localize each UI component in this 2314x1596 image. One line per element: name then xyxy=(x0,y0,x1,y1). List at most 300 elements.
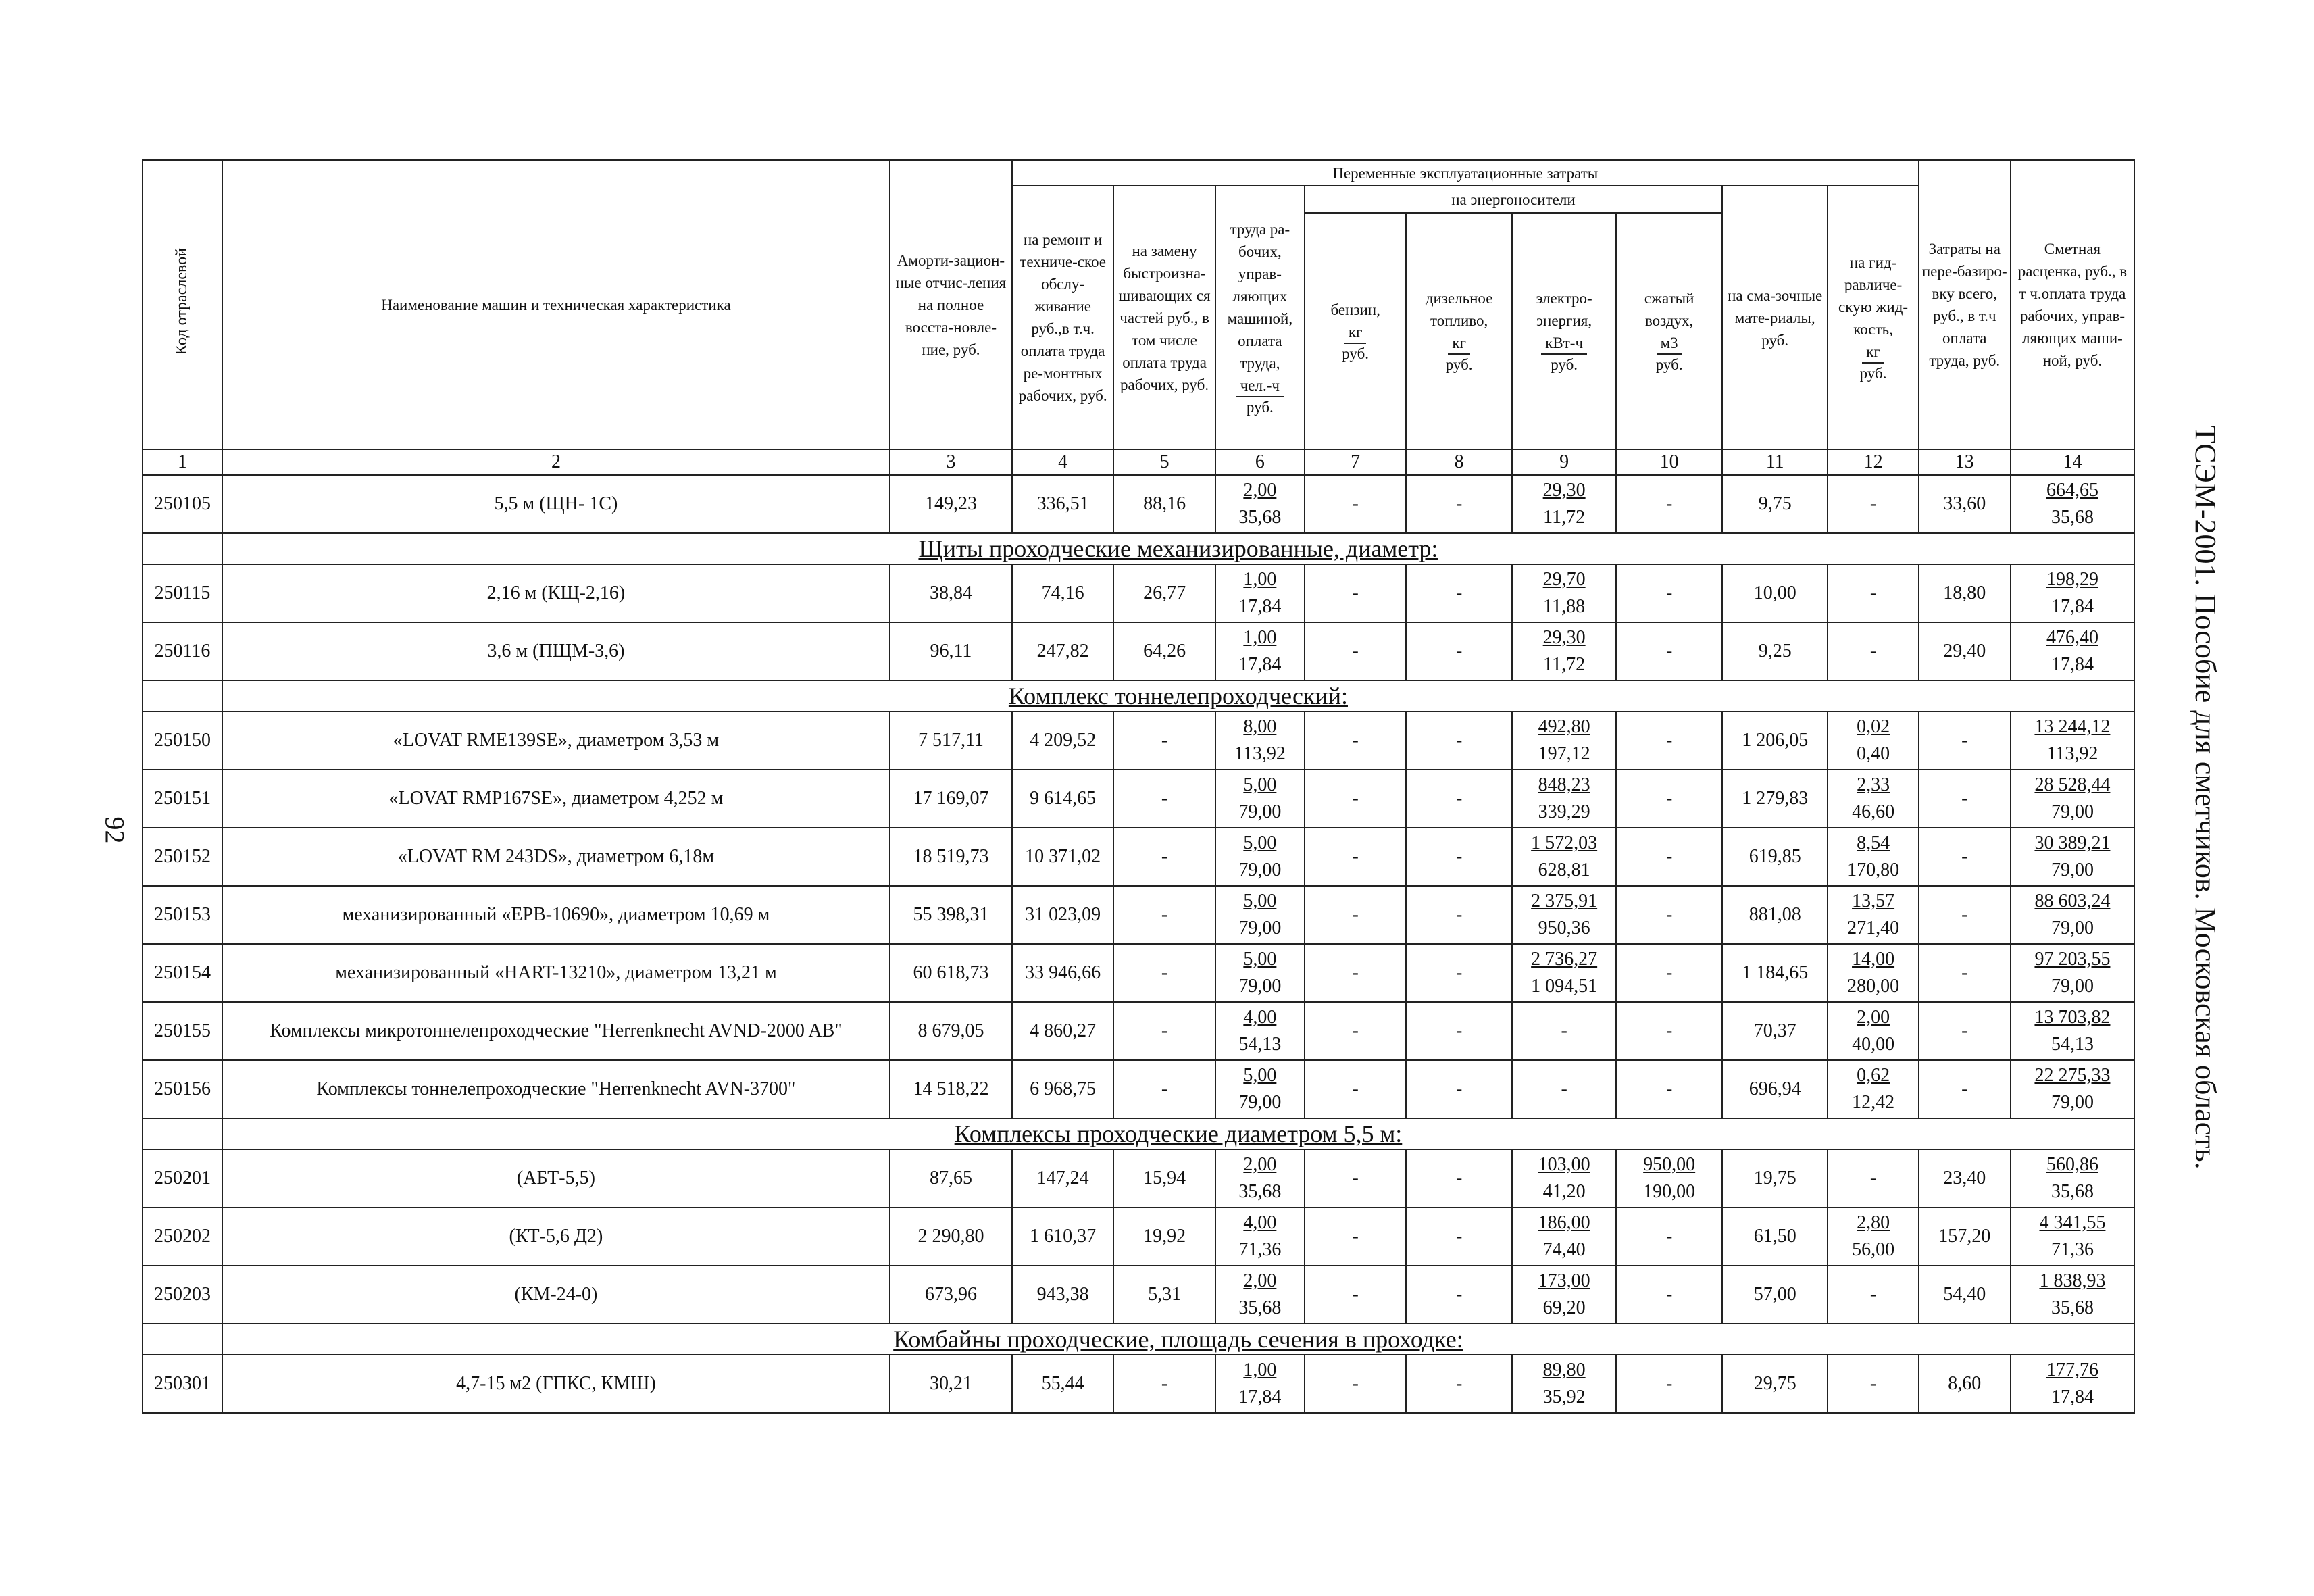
cell-repair: 9 614,65 xyxy=(1012,770,1113,828)
row-name: «LOVAT RME139SE», диаметром 3,53 м xyxy=(222,712,890,770)
cell-amort: 96,11 xyxy=(890,622,1012,680)
cell-air: - xyxy=(1616,944,1722,1002)
row-name: (КТ-5,6 Д2) xyxy=(222,1207,890,1266)
row-code: 250202 xyxy=(143,1207,222,1266)
cell-labor-bottom: 17,84 xyxy=(1238,1387,1282,1407)
column-number: 4 xyxy=(1012,449,1113,475)
cell-hydraulic-top: 2,80 xyxy=(1857,1212,1890,1233)
cell-diesel: - xyxy=(1406,1060,1512,1118)
cell-repair: 147,24 xyxy=(1012,1149,1113,1207)
cell-petrol: - xyxy=(1305,1207,1406,1266)
section-header-row xyxy=(143,1118,2134,1149)
row-name: «LOVAT RMP167SE», диаметром 4,252 м xyxy=(222,770,890,828)
row-code: 250115 xyxy=(143,564,222,622)
cell-petrol: - xyxy=(1305,1060,1406,1118)
cell-replace: - xyxy=(1113,770,1215,828)
cell-estimate-top: 88 603,24 xyxy=(2034,891,2111,912)
row-name: (КМ-24-0) xyxy=(222,1266,890,1324)
cell-estimate xyxy=(2011,564,2134,622)
cell-lubricant: 1 206,05 xyxy=(1722,712,1828,770)
cell-electric-top: 492,80 xyxy=(1538,716,1590,737)
cell-lubricant: 1 279,83 xyxy=(1722,770,1828,828)
row-name: механизированный «EPB-10690», диаметром 10,69 м xyxy=(222,886,890,944)
cell-petrol: - xyxy=(1305,1149,1406,1207)
variable-costs-header: Переменные эксплуатационные затраты xyxy=(1012,160,1919,186)
cell-petrol: - xyxy=(1305,712,1406,770)
table-row xyxy=(143,622,2134,680)
cell-estimate-top: 177,76 xyxy=(2046,1360,2098,1380)
cell-diesel: - xyxy=(1406,1266,1512,1324)
cell-labor-top: 4,00 xyxy=(1243,1007,1277,1028)
cell-relocation: - xyxy=(1919,1060,2011,1118)
cell-hydraulic: - xyxy=(1828,1355,1918,1413)
column-number: 14 xyxy=(2011,449,2134,475)
cell-lubricant: 619,85 xyxy=(1722,828,1828,886)
cell-replace: - xyxy=(1113,1355,1215,1413)
column-number: 10 xyxy=(1616,449,1722,475)
cell-diesel: - xyxy=(1406,1149,1512,1207)
cell-lubricant: 29,75 xyxy=(1722,1355,1828,1413)
cell-lubricant: 70,37 xyxy=(1722,1002,1828,1060)
cell-lubricant: 9,75 xyxy=(1722,475,1828,533)
cell-replace: 88,16 xyxy=(1113,475,1215,533)
cell-estimate-bottom: 71,36 xyxy=(2051,1239,2094,1260)
cell-labor-top: 8,00 xyxy=(1243,716,1277,737)
cell-air: - xyxy=(1616,622,1722,680)
cell-electric xyxy=(1512,1355,1617,1413)
cell-electric-bottom: 628,81 xyxy=(1538,859,1590,880)
col-replace-header: на замену быстроизна-шивающих ся частей руб., в том числе оплата труда рабочих, руб. xyxy=(1113,186,1215,449)
cell-hydraulic: - xyxy=(1828,475,1918,533)
section-title: Комплекс тоннелепроходческий: xyxy=(222,680,2134,712)
cell-replace: 15,94 xyxy=(1113,1149,1215,1207)
cell-electric xyxy=(1512,770,1617,828)
cell-air: - xyxy=(1616,1207,1722,1266)
table-row xyxy=(143,712,2134,770)
cell-petrol: - xyxy=(1305,944,1406,1002)
table-row xyxy=(143,1149,2134,1207)
cell-hydraulic-bottom: 56,00 xyxy=(1852,1239,1895,1260)
cell-diesel: - xyxy=(1406,944,1512,1002)
cell-relocation: 8,60 xyxy=(1919,1355,2011,1413)
cell-electric-top: 29,30 xyxy=(1542,480,1586,501)
cell-hydraulic-bottom: 46,60 xyxy=(1852,801,1895,822)
cell-petrol: - xyxy=(1305,1266,1406,1324)
cell-estimate-bottom: 35,68 xyxy=(2051,1181,2094,1202)
cell-amort: 17 169,07 xyxy=(890,770,1012,828)
cell-hydraulic-bottom: 40,00 xyxy=(1852,1034,1895,1055)
cell-estimate-top: 476,40 xyxy=(2046,627,2098,648)
cell-air: - xyxy=(1616,1060,1722,1118)
column-number: 12 xyxy=(1828,449,1918,475)
cell-estimate-top: 664,65 xyxy=(2046,480,2098,501)
section-blank-cell xyxy=(143,680,222,712)
cell-hydraulic-bottom: 0,40 xyxy=(1857,743,1890,764)
cell-repair: 10 371,02 xyxy=(1012,828,1113,886)
cell-estimate xyxy=(2011,475,2134,533)
section-blank-cell xyxy=(143,1118,222,1149)
col-diesel-header: дизельное топливо, кг руб. xyxy=(1406,213,1512,449)
cell-air: - xyxy=(1616,770,1722,828)
cell-electric-top: 2 736,27 xyxy=(1531,949,1598,970)
cell-labor-bottom: 17,84 xyxy=(1238,596,1282,617)
column-number: 2 xyxy=(222,449,890,475)
cell-relocation: - xyxy=(1919,828,2011,886)
cell-labor-bottom: 79,00 xyxy=(1238,859,1282,880)
table-row xyxy=(143,828,2134,886)
cell-relocation: - xyxy=(1919,886,2011,944)
cell-electric-top: 173,00 xyxy=(1538,1270,1590,1291)
column-number: 7 xyxy=(1305,449,1406,475)
cell-electric-bottom: 950,36 xyxy=(1538,918,1590,939)
cell-electric xyxy=(1512,944,1617,1002)
cell-estimate xyxy=(2011,712,2134,770)
cell-air: - xyxy=(1616,712,1722,770)
table-row xyxy=(143,1207,2134,1266)
cell-hydraulic: - xyxy=(1828,1149,1918,1207)
table-row xyxy=(143,1266,2134,1324)
cell-amort: 2 290,80 xyxy=(890,1207,1012,1266)
cell-estimate xyxy=(2011,1355,2134,1413)
cell-diesel: - xyxy=(1406,886,1512,944)
cell-labor-top: 2,00 xyxy=(1243,480,1277,501)
section-title: Комплексы проходческие диаметром 5,5 м: xyxy=(222,1118,2134,1149)
cell-petrol: - xyxy=(1305,564,1406,622)
cell-electric: - xyxy=(1512,1060,1617,1118)
cell-estimate-bottom: 79,00 xyxy=(2051,976,2094,997)
cell-labor xyxy=(1215,1149,1305,1207)
cell-hydraulic-bottom: 12,42 xyxy=(1852,1092,1895,1113)
cell-labor xyxy=(1215,944,1305,1002)
cell-repair: 4 860,27 xyxy=(1012,1002,1113,1060)
cell-repair: 336,51 xyxy=(1012,475,1113,533)
section-blank-cell xyxy=(143,1324,222,1355)
cell-amort: 55 398,31 xyxy=(890,886,1012,944)
row-code: 250116 xyxy=(143,622,222,680)
section-header-row xyxy=(143,533,2134,564)
cell-replace: 64,26 xyxy=(1113,622,1215,680)
row-name: механизированный «HART-13210», диаметром 13,21 м xyxy=(222,944,890,1002)
cell-lubricant: 881,08 xyxy=(1722,886,1828,944)
cell-hydraulic xyxy=(1828,712,1918,770)
cell-estimate xyxy=(2011,1266,2134,1324)
cell-labor-top: 5,00 xyxy=(1243,949,1277,970)
cell-amort: 673,96 xyxy=(890,1266,1012,1324)
cell-replace: 19,92 xyxy=(1113,1207,1215,1266)
col-repair-header: на ремонт и техниче-ское обслу-живание руб.,в т.ч. оплата труда ре-монтных рабочих, руб. xyxy=(1012,186,1113,449)
cell-estimate-bottom: 54,13 xyxy=(2051,1034,2094,1055)
cell-estimate xyxy=(2011,886,2134,944)
row-code: 250151 xyxy=(143,770,222,828)
column-number-row xyxy=(143,449,2134,475)
cell-estimate-bottom: 79,00 xyxy=(2051,918,2094,939)
cell-hydraulic xyxy=(1828,770,1918,828)
cell-hydraulic xyxy=(1828,1060,1918,1118)
cell-petrol: - xyxy=(1305,622,1406,680)
cell-relocation: 157,20 xyxy=(1919,1207,2011,1266)
cell-estimate-bottom: 79,00 xyxy=(2051,859,2094,880)
cell-labor xyxy=(1215,1355,1305,1413)
cell-hydraulic xyxy=(1828,886,1918,944)
cell-amort: 38,84 xyxy=(890,564,1012,622)
cell-hydraulic xyxy=(1828,944,1918,1002)
cell-air: - xyxy=(1616,475,1722,533)
row-name: 3,6 м (ПЩМ-3,6) xyxy=(222,622,890,680)
cell-labor xyxy=(1215,622,1305,680)
section-title: Комбайны проходческие, площадь сечения в проходке: xyxy=(222,1324,2134,1355)
cell-hydraulic: - xyxy=(1828,1266,1918,1324)
cell-lubricant: 57,00 xyxy=(1722,1266,1828,1324)
cell-repair: 55,44 xyxy=(1012,1355,1113,1413)
cell-replace: - xyxy=(1113,1060,1215,1118)
cell-replace: 5,31 xyxy=(1113,1266,1215,1324)
cell-hydraulic-bottom: 271,40 xyxy=(1847,918,1900,939)
column-number: 6 xyxy=(1215,449,1305,475)
cell-diesel: - xyxy=(1406,770,1512,828)
cell-repair: 74,16 xyxy=(1012,564,1113,622)
cell-replace: - xyxy=(1113,828,1215,886)
cell-petrol: - xyxy=(1305,770,1406,828)
table-body xyxy=(143,475,2134,1413)
cell-diesel: - xyxy=(1406,622,1512,680)
cell-labor-top: 5,00 xyxy=(1243,891,1277,912)
machine-cost-table xyxy=(142,159,2135,1414)
cell-electric-bottom: 35,92 xyxy=(1542,1387,1586,1407)
cell-electric xyxy=(1512,1149,1617,1207)
cell-repair: 31 023,09 xyxy=(1012,886,1113,944)
cell-electric-top: 29,70 xyxy=(1542,569,1586,590)
cell-electric-top: 186,00 xyxy=(1538,1212,1590,1233)
cell-estimate-top: 198,29 xyxy=(2046,569,2098,590)
cell-relocation: - xyxy=(1919,712,2011,770)
cell-estimate xyxy=(2011,1149,2134,1207)
col-name-header: Наименование машин и техническая характеристика xyxy=(222,160,890,449)
cell-labor xyxy=(1215,828,1305,886)
table-row xyxy=(143,886,2134,944)
table-row xyxy=(143,770,2134,828)
row-code: 250150 xyxy=(143,712,222,770)
row-name: 2,16 м (КЩ-2,16) xyxy=(222,564,890,622)
cell-air: - xyxy=(1616,828,1722,886)
cell-replace: - xyxy=(1113,1002,1215,1060)
cell-air-bottom: 190,00 xyxy=(1643,1181,1696,1202)
cell-hydraulic: - xyxy=(1828,564,1918,622)
cell-electric xyxy=(1512,622,1617,680)
cell-hydraulic-top: 2,33 xyxy=(1857,774,1890,795)
cell-labor-top: 5,00 xyxy=(1243,832,1277,853)
cell-hydraulic-top: 14,00 xyxy=(1852,949,1895,970)
cell-diesel: - xyxy=(1406,1355,1512,1413)
cell-labor-bottom: 79,00 xyxy=(1238,801,1282,822)
cell-replace: - xyxy=(1113,944,1215,1002)
cell-hydraulic-top: 0,62 xyxy=(1857,1065,1890,1086)
cell-electric-bottom: 339,29 xyxy=(1538,801,1590,822)
cell-relocation: 33,60 xyxy=(1919,475,2011,533)
cell-estimate-bottom: 17,84 xyxy=(2051,596,2094,617)
cell-estimate-top: 560,86 xyxy=(2046,1154,2098,1175)
cell-diesel: - xyxy=(1406,1002,1512,1060)
table-row xyxy=(143,564,2134,622)
row-code: 250203 xyxy=(143,1266,222,1324)
table-row xyxy=(143,944,2134,1002)
column-number: 9 xyxy=(1512,449,1617,475)
cell-labor xyxy=(1215,1266,1305,1324)
cell-hydraulic-top: 13,57 xyxy=(1852,891,1895,912)
section-blank-cell xyxy=(143,533,222,564)
cell-labor-bottom: 71,36 xyxy=(1238,1239,1282,1260)
cell-air: - xyxy=(1616,886,1722,944)
cell-electric-top: 89,80 xyxy=(1542,1360,1586,1380)
cell-air: - xyxy=(1616,1002,1722,1060)
cell-labor-bottom: 79,00 xyxy=(1238,918,1282,939)
row-name: (АБТ-5,5) xyxy=(222,1149,890,1207)
cell-labor-bottom: 54,13 xyxy=(1238,1034,1282,1055)
cell-hydraulic-top: 0,02 xyxy=(1857,716,1890,737)
row-name: Комплексы микротоннелепроходческие "Herrenknecht AVND-2000 AB" xyxy=(222,1002,890,1060)
cell-labor-top: 1,00 xyxy=(1243,627,1277,648)
cell-estimate-bottom: 79,00 xyxy=(2051,1092,2094,1113)
cell-labor xyxy=(1215,564,1305,622)
cell-relocation: 29,40 xyxy=(1919,622,2011,680)
cell-amort: 30,21 xyxy=(890,1355,1012,1413)
cell-electric-top: 848,23 xyxy=(1538,774,1590,795)
cell-petrol: - xyxy=(1305,886,1406,944)
cell-air-top: 950,00 xyxy=(1643,1154,1696,1175)
cell-lubricant: 9,25 xyxy=(1722,622,1828,680)
cell-replace: - xyxy=(1113,712,1215,770)
cell-labor-bottom: 113,92 xyxy=(1234,743,1286,764)
cell-electric xyxy=(1512,828,1617,886)
cell-diesel: - xyxy=(1406,564,1512,622)
cell-labor-bottom: 35,68 xyxy=(1238,507,1282,528)
cell-estimate-bottom: 113,92 xyxy=(2046,743,2098,764)
cell-hydraulic-top: 8,54 xyxy=(1857,832,1890,853)
col-code-header: Код отраслевой xyxy=(143,160,222,449)
column-number: 3 xyxy=(890,449,1012,475)
row-code: 250301 xyxy=(143,1355,222,1413)
cell-estimate-bottom: 17,84 xyxy=(2051,654,2094,675)
row-code: 250152 xyxy=(143,828,222,886)
cell-hydraulic xyxy=(1828,1207,1918,1266)
cell-labor-bottom: 79,00 xyxy=(1238,1092,1282,1113)
cell-amort: 14 518,22 xyxy=(890,1060,1012,1118)
cell-electric xyxy=(1512,1266,1617,1324)
cell-estimate-bottom: 35,68 xyxy=(2051,507,2094,528)
cell-amort: 8 679,05 xyxy=(890,1002,1012,1060)
row-name: 5,5 м (ЩН- 1С) xyxy=(222,475,890,533)
cell-electric-top: 103,00 xyxy=(1538,1154,1590,1175)
cell-estimate-top: 13 244,12 xyxy=(2034,716,2111,737)
cell-electric xyxy=(1512,712,1617,770)
cell-labor xyxy=(1215,712,1305,770)
cell-labor-bottom: 79,00 xyxy=(1238,976,1282,997)
cell-amort: 18 519,73 xyxy=(890,828,1012,886)
cell-air: - xyxy=(1616,1266,1722,1324)
cell-labor-bottom: 35,68 xyxy=(1238,1181,1282,1202)
cell-estimate-top: 13 703,82 xyxy=(2034,1007,2111,1028)
cell-electric-bottom: 74,40 xyxy=(1542,1239,1586,1260)
row-code: 250153 xyxy=(143,886,222,944)
cell-relocation: - xyxy=(1919,770,2011,828)
cell-labor xyxy=(1215,1207,1305,1266)
cell-repair: 943,38 xyxy=(1012,1266,1113,1324)
cell-relocation: 23,40 xyxy=(1919,1149,2011,1207)
cell-electric-top: 1 572,03 xyxy=(1531,832,1598,853)
section-header-row xyxy=(143,680,2134,712)
energy-header: на энергоносители xyxy=(1305,186,1722,213)
cell-electric xyxy=(1512,886,1617,944)
col-petrol-header: бензин, кг руб. xyxy=(1305,213,1406,449)
cell-estimate xyxy=(2011,1002,2134,1060)
cell-petrol: - xyxy=(1305,1002,1406,1060)
cell-relocation: - xyxy=(1919,944,2011,1002)
cell-amort: 7 517,11 xyxy=(890,712,1012,770)
cell-labor-top: 5,00 xyxy=(1243,774,1277,795)
cell-labor xyxy=(1215,1002,1305,1060)
cell-amort: 87,65 xyxy=(890,1149,1012,1207)
cell-repair: 6 968,75 xyxy=(1012,1060,1113,1118)
cell-replace: 26,77 xyxy=(1113,564,1215,622)
cell-hydraulic-bottom: 280,00 xyxy=(1847,976,1900,997)
cell-labor-top: 5,00 xyxy=(1243,1065,1277,1086)
column-number: 1 xyxy=(143,449,222,475)
cell-labor-top: 2,00 xyxy=(1243,1270,1277,1291)
cell-electric-bottom: 197,12 xyxy=(1538,743,1590,764)
cell-electric xyxy=(1512,1207,1617,1266)
cell-lubricant: 61,50 xyxy=(1722,1207,1828,1266)
cell-lubricant: 696,94 xyxy=(1722,1060,1828,1118)
cell-diesel: - xyxy=(1406,712,1512,770)
cell-electric-bottom: 41,20 xyxy=(1542,1181,1586,1202)
page-number: 92 xyxy=(99,816,130,844)
cell-petrol: - xyxy=(1305,828,1406,886)
cell-diesel: - xyxy=(1406,475,1512,533)
cell-labor-top: 2,00 xyxy=(1243,1154,1277,1175)
cell-electric-bottom: 69,20 xyxy=(1542,1297,1586,1318)
cell-petrol: - xyxy=(1305,475,1406,533)
col-relocation-header: Затраты на пере-базиро-вку всего, руб., в т.ч оплата труда, руб. xyxy=(1919,160,2011,449)
row-code: 250155 xyxy=(143,1002,222,1060)
cell-labor xyxy=(1215,770,1305,828)
cell-hydraulic-top: 2,00 xyxy=(1857,1007,1890,1028)
cell-labor xyxy=(1215,475,1305,533)
col-electric-header: электро-энергия, кВт-ч руб. xyxy=(1512,213,1617,449)
cell-estimate xyxy=(2011,622,2134,680)
section-title: Щиты проходческие механизированные, диаметр: xyxy=(222,533,2134,564)
cell-hydraulic-bottom: 170,80 xyxy=(1847,859,1900,880)
cell-estimate-top: 28 528,44 xyxy=(2034,774,2111,795)
cell-repair: 247,82 xyxy=(1012,622,1113,680)
table-row xyxy=(143,475,2134,533)
cell-labor-top: 1,00 xyxy=(1243,1360,1277,1380)
cell-estimate-bottom: 17,84 xyxy=(2051,1387,2094,1407)
cell-estimate-bottom: 35,68 xyxy=(2051,1297,2094,1318)
cell-diesel: - xyxy=(1406,828,1512,886)
col-estimate-header: Сметная расценка, руб., в т ч.оплата труда рабочих, управ-ляющих маши- ной, руб. xyxy=(2011,160,2134,449)
section-header-row xyxy=(143,1324,2134,1355)
cell-petrol: - xyxy=(1305,1355,1406,1413)
cell-electric: - xyxy=(1512,1002,1617,1060)
side-caption: ТСЭМ-2001. Пособие для сметчиков. Московская область. xyxy=(2189,425,2222,1170)
cell-estimate xyxy=(2011,1060,2134,1118)
cell-repair: 33 946,66 xyxy=(1012,944,1113,1002)
cell-relocation: - xyxy=(1919,1002,2011,1060)
row-name: 4,7-15 м2 (ГПКС, КМШ) xyxy=(222,1355,890,1413)
cell-air xyxy=(1616,1149,1722,1207)
column-number: 13 xyxy=(1919,449,2011,475)
cell-relocation: 54,40 xyxy=(1919,1266,2011,1324)
cell-labor-top: 1,00 xyxy=(1243,569,1277,590)
